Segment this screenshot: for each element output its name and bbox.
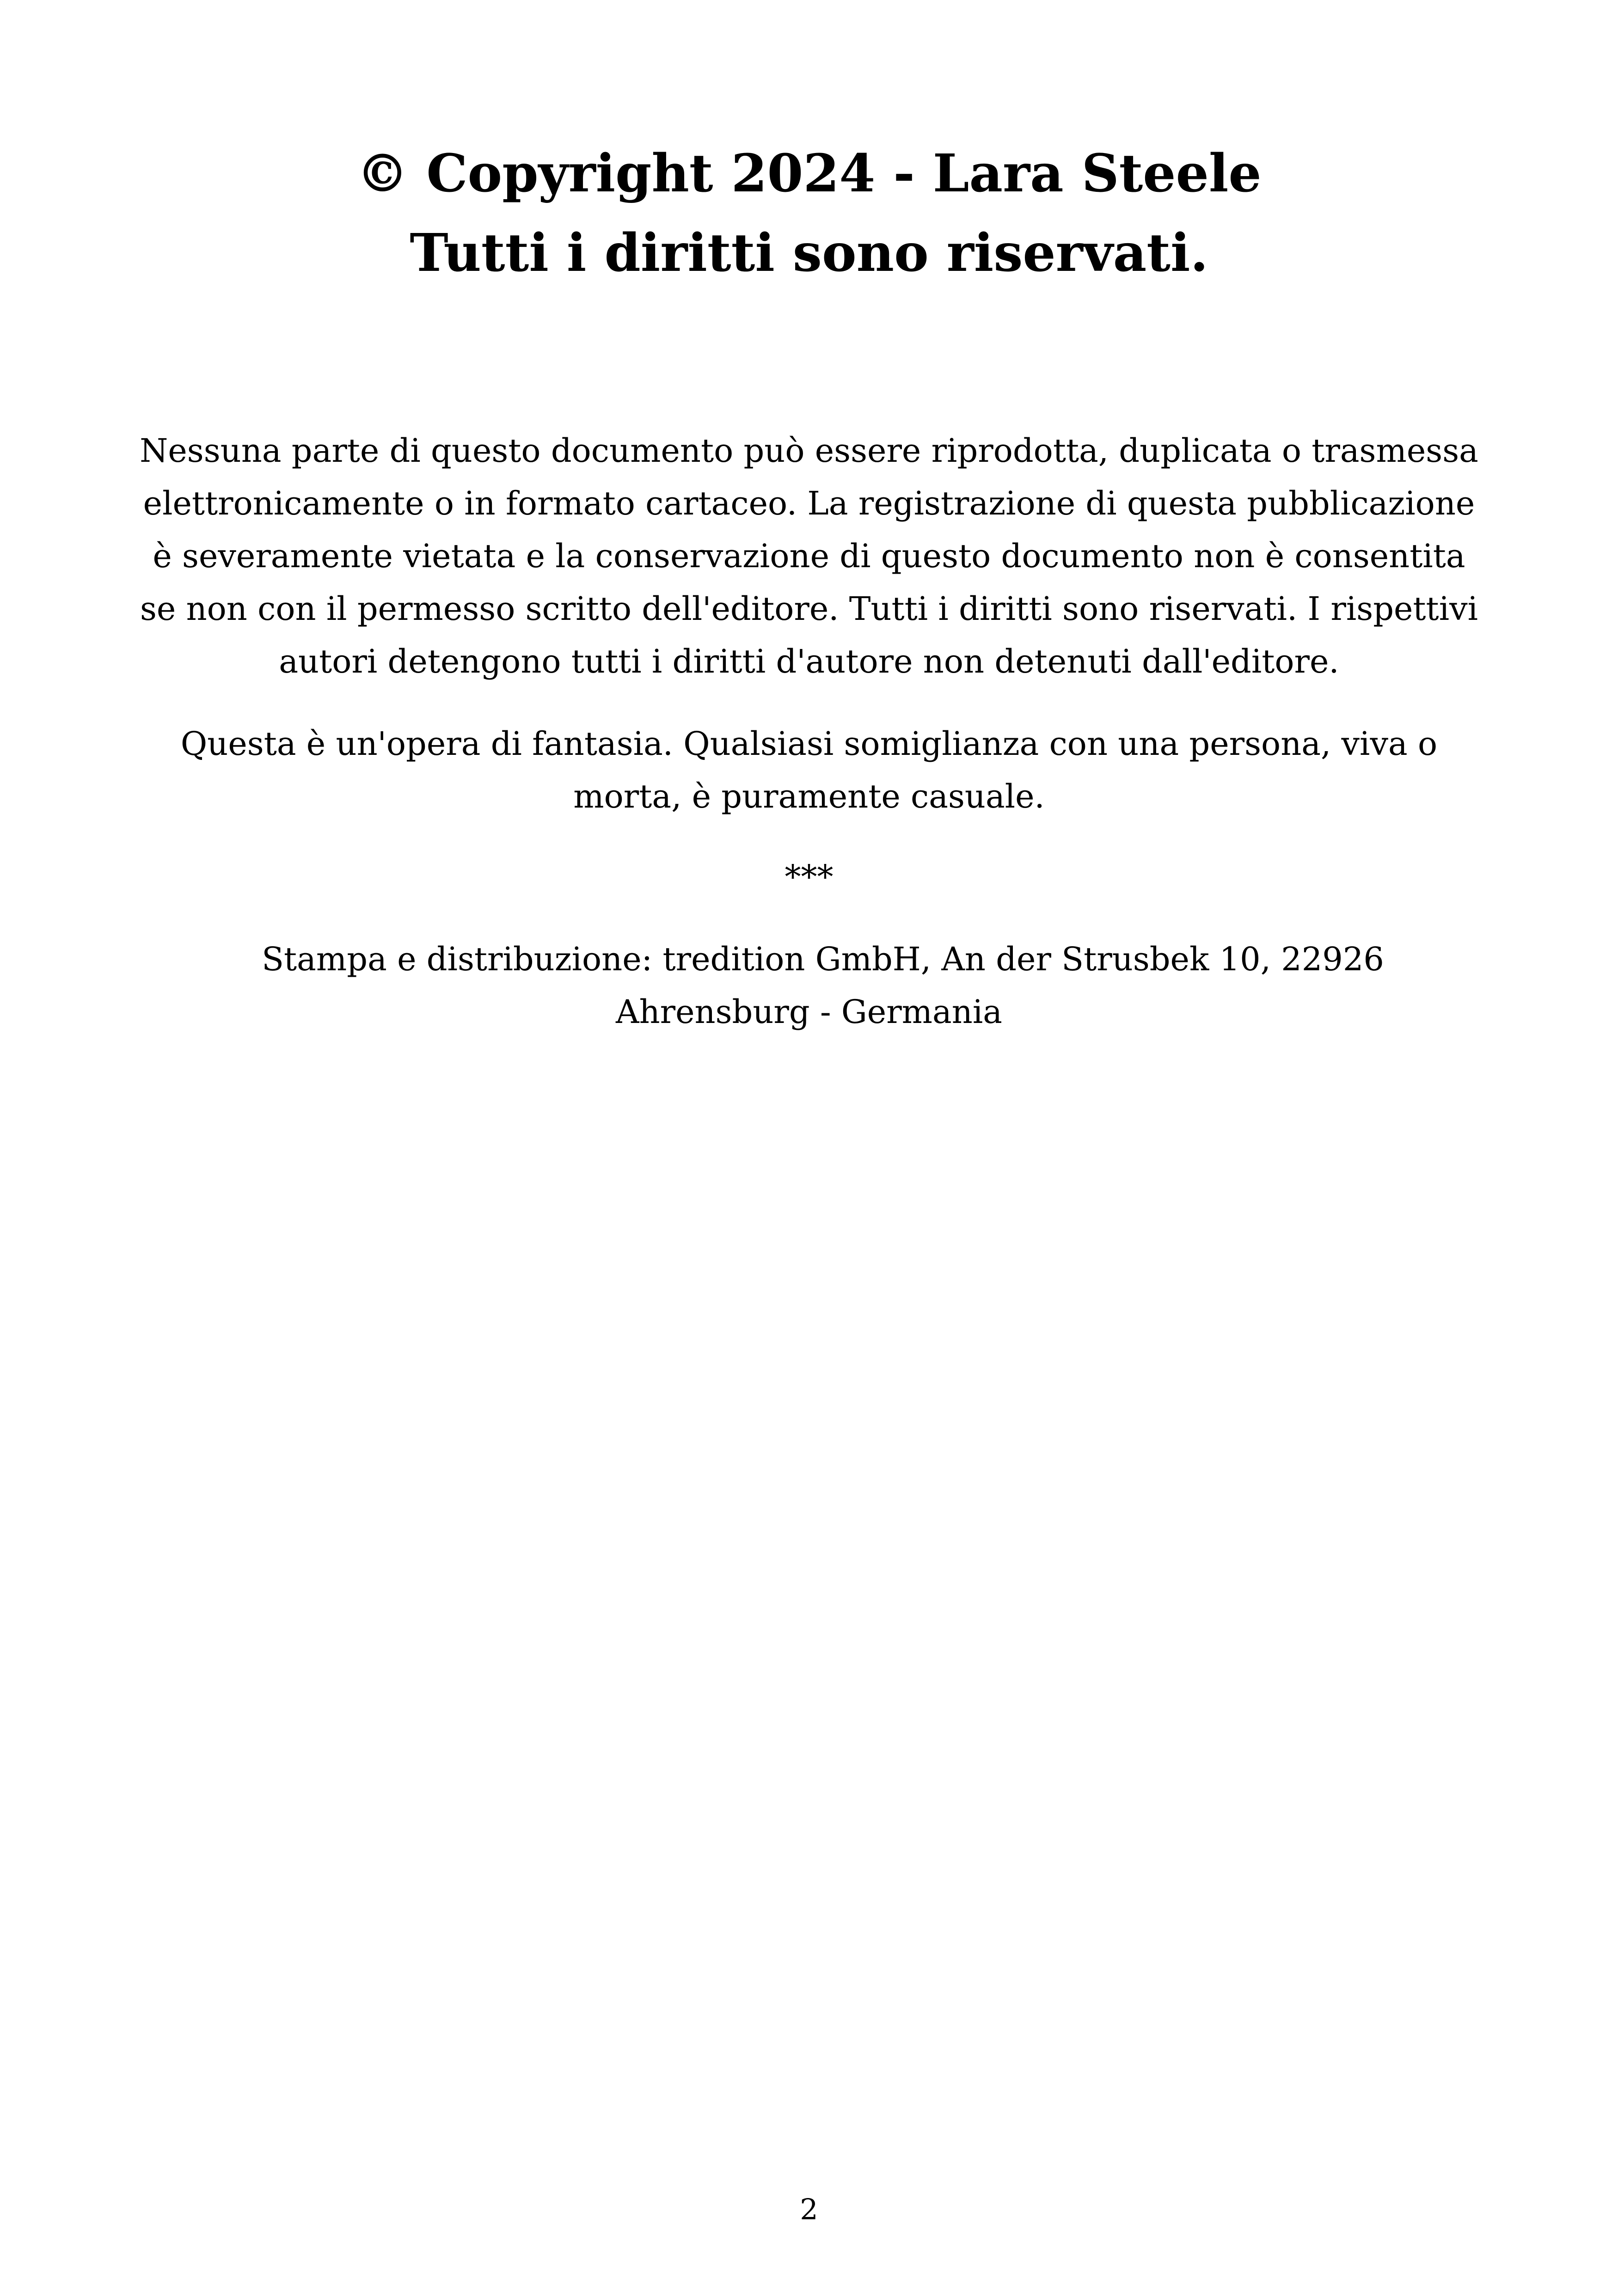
legal-notice-line: Nessuna parte di questo documento può essere riprodotta, duplicata o trasmessa bbox=[140, 432, 1478, 470]
printing-info-line: Stampa e distribuzione: tredition GmbH, An der Strusbek 10, 22926 bbox=[262, 940, 1384, 978]
rights-reserved-title: Tutti i diritti sono riservati. bbox=[410, 223, 1208, 283]
legal-notice-line: se non con il permesso scritto dell'editore. Tutti i diritti sono riservati. I rispettivi bbox=[140, 590, 1478, 628]
fiction-disclaimer-line: morta, è puramente casuale. bbox=[573, 778, 1045, 815]
section-separator: *** bbox=[784, 858, 834, 896]
legal-notice-line: elettronicamente o in formato cartaceo. La registrazione di questa pubblicazione bbox=[143, 484, 1475, 522]
printing-info-paragraph bbox=[139, 933, 1479, 1038]
legal-notice-line: autori detengono tutti i diritti d'autore non detenuti dall'editore. bbox=[279, 643, 1339, 680]
fiction-disclaimer-line: Questa è un'opera di fantasia. Qualsiasi somiglianza con una persona, viva o bbox=[180, 725, 1438, 763]
legal-notice-paragraph bbox=[139, 424, 1479, 688]
printing-info-line: Ahrensburg - Germania bbox=[616, 993, 1002, 1031]
fiction-disclaimer-paragraph bbox=[139, 717, 1479, 823]
copyright-heading bbox=[0, 134, 1618, 293]
document-body bbox=[139, 424, 1479, 1038]
copyright-title: © Copyright 2024 - Lara Steele bbox=[356, 143, 1262, 204]
page-number: 2 bbox=[800, 2192, 818, 2226]
legal-notice-line: è severamente vietata e la conservazione di questo documento non è consentita bbox=[153, 537, 1465, 575]
